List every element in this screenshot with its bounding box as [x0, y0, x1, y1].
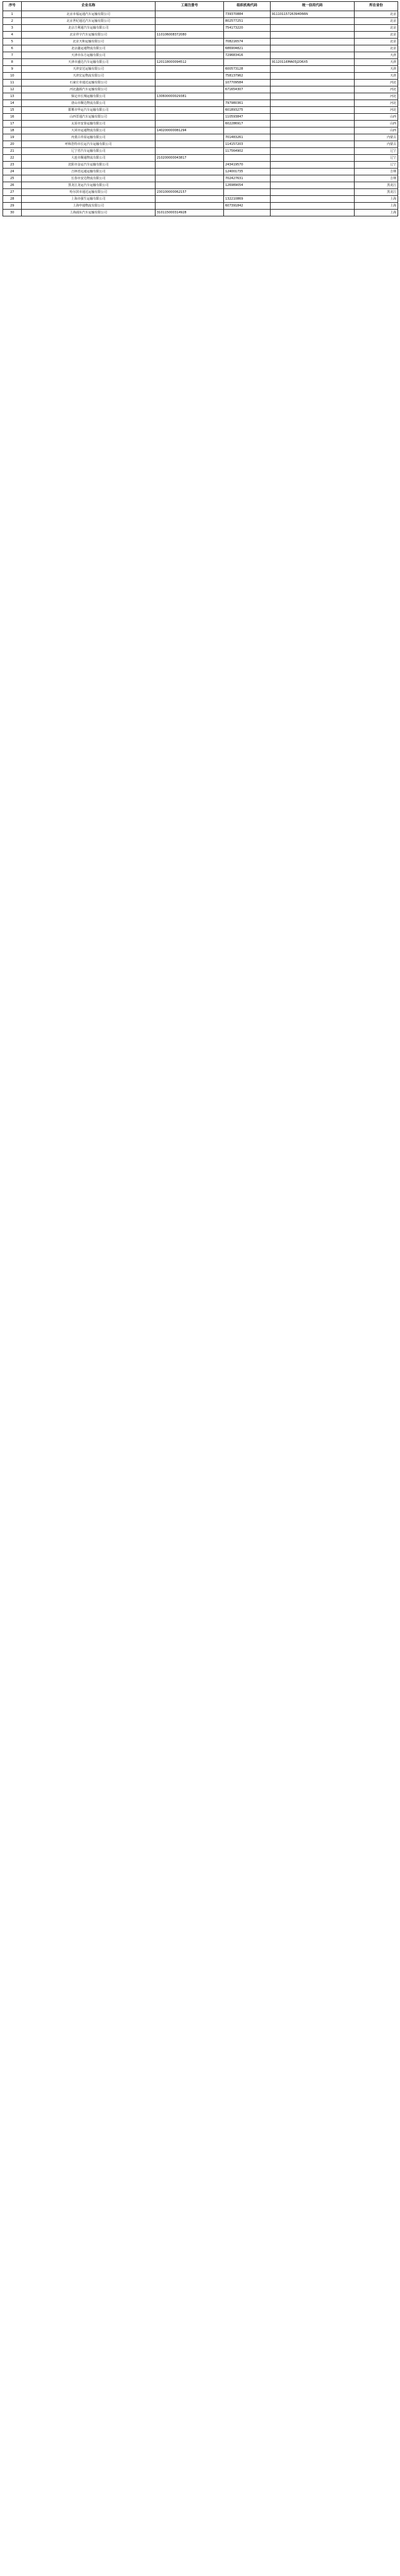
cell-org [224, 127, 271, 134]
table-row [3, 196, 398, 203]
cell-reg [156, 66, 224, 73]
cell-org: 607391842 [224, 203, 271, 210]
cell-prov: 北京 [355, 32, 398, 39]
table-row [3, 203, 398, 210]
cell-reg [156, 80, 224, 86]
cell-prov: 河北 [355, 86, 398, 93]
cell-no: 3 [3, 25, 22, 32]
cell-uscc: 91110115726394066N [271, 11, 355, 18]
cell-reg [156, 39, 224, 45]
cell-reg [156, 45, 224, 52]
table-row [3, 45, 398, 52]
cell-prov: 辽宁 [355, 155, 398, 162]
table-row [3, 134, 398, 141]
cell-no: 2 [3, 18, 22, 25]
cell-no: 9 [3, 66, 22, 73]
cell-name: 保定市长城运输有限公司 [22, 93, 156, 100]
cell-uscc [271, 189, 355, 196]
table-row [3, 18, 398, 25]
cell-uscc [271, 32, 355, 39]
cell-prov: 天津 [355, 59, 398, 66]
cell-prov: 黑龙江 [355, 189, 398, 196]
cell-reg: 130600000029381 [156, 93, 224, 100]
cell-name: 大同市运通物流有限公司 [22, 127, 156, 134]
cell-no: 1 [3, 11, 22, 18]
cell-reg [156, 121, 224, 127]
cell-org: 126989054 [224, 182, 271, 189]
cell-org [224, 93, 271, 100]
cell-name: 北京天和运输有限公司 [22, 39, 156, 45]
cell-uscc [271, 45, 355, 52]
cell-reg: 210200000043817 [156, 155, 224, 162]
table-row [3, 169, 398, 175]
cell-name: 天津市盛达汽车运输有限公司 [22, 59, 156, 66]
cell-no: 10 [3, 73, 22, 80]
cell-prov: 天津 [355, 66, 398, 73]
cell-uscc [271, 155, 355, 162]
table-row [3, 114, 398, 121]
cell-org: 702427631 [224, 175, 271, 182]
cell-org: 601893275 [224, 107, 271, 114]
cell-org: 758137962 [224, 73, 271, 80]
table-row [3, 39, 398, 45]
cell-uscc [271, 100, 355, 107]
cell-org: 600573128 [224, 66, 271, 73]
cell-reg: 140200000081294 [156, 127, 224, 134]
cell-reg: 120118000094512 [156, 59, 224, 66]
table-row [3, 107, 398, 114]
cell-name: 辽宁省汽车运输有限公司 [22, 148, 156, 155]
cell-reg: 310115000314928 [156, 210, 224, 216]
cell-no: 4 [3, 32, 22, 39]
cell-org [224, 59, 271, 66]
header-prov: 所在省份 [355, 2, 398, 11]
cell-org: 132210869 [224, 196, 271, 203]
cell-org: 686904821 [224, 45, 271, 52]
cell-no: 14 [3, 100, 22, 107]
cell-reg [156, 141, 224, 148]
cell-name: 上海申通物流有限公司 [22, 203, 156, 210]
table-row [3, 148, 398, 155]
cell-no: 17 [3, 121, 22, 127]
cell-no: 22 [3, 155, 22, 162]
cell-uscc [271, 93, 355, 100]
cell-org: 802577251 [224, 18, 271, 25]
table-row [3, 32, 398, 39]
cell-name: 哈尔滨市通达运输有限公司 [22, 189, 156, 196]
cell-org: 797980361 [224, 100, 271, 107]
cell-uscc [271, 162, 355, 169]
cell-name: 北京祥宇汽车运输有限公司 [22, 32, 156, 39]
cell-org: 243419570 [224, 162, 271, 169]
cell-no: 23 [3, 162, 22, 169]
cell-uscc [271, 18, 355, 25]
table-row [3, 127, 398, 134]
cell-prov: 吉林 [355, 169, 398, 175]
cell-no: 28 [3, 196, 22, 203]
cell-name: 北京鑫运通物流有限公司 [22, 45, 156, 52]
cell-uscc [271, 196, 355, 203]
cell-reg [156, 86, 224, 93]
cell-prov: 北京 [355, 11, 398, 18]
cell-name: 呼和浩特市长运汽车运输有限公司 [22, 141, 156, 148]
cell-name: 吉林省远通运输有限公司 [22, 169, 156, 175]
cell-org: 671654307 [224, 86, 271, 93]
header-no: 序号 [3, 2, 22, 11]
cell-no: 15 [3, 107, 22, 114]
cell-no: 21 [3, 148, 22, 155]
cell-reg [156, 175, 224, 182]
cell-org [224, 32, 271, 39]
cell-uscc [271, 127, 355, 134]
table-row [3, 11, 398, 18]
cell-uscc [271, 121, 355, 127]
cell-no: 11 [3, 80, 22, 86]
cell-name: 山西晋通汽车运输有限公司 [22, 114, 156, 121]
cell-uscc [271, 25, 355, 32]
cell-reg [156, 148, 224, 155]
cell-name: 唐山市顺达物流有限公司 [22, 100, 156, 107]
table-row [3, 155, 398, 162]
cell-prov: 上海 [355, 210, 398, 216]
cell-prov: 辽宁 [355, 162, 398, 169]
cell-no: 8 [3, 59, 22, 66]
cell-uscc [271, 114, 355, 121]
cell-name: 沈阳市金运汽车运输有限公司 [22, 162, 156, 169]
cell-prov: 河北 [355, 107, 398, 114]
cell-name: 天津安达运输有限公司 [22, 66, 156, 73]
cell-uscc [271, 169, 355, 175]
cell-org: 117564902 [224, 148, 271, 155]
cell-uscc [271, 148, 355, 155]
table-row [3, 66, 398, 73]
cell-reg [156, 11, 224, 18]
cell-prov: 内蒙古 [355, 134, 398, 141]
cell-no: 19 [3, 134, 22, 141]
cell-uscc [271, 80, 355, 86]
cell-no: 29 [3, 203, 22, 210]
enterprise-table [2, 1, 398, 216]
cell-uscc [271, 73, 355, 80]
cell-prov: 辽宁 [355, 148, 398, 155]
cell-uscc [271, 86, 355, 93]
cell-reg [156, 18, 224, 25]
cell-reg [156, 134, 224, 141]
table-row [3, 162, 398, 169]
cell-name: 内蒙古草原运输有限公司 [22, 134, 156, 141]
cell-prov: 上海 [355, 203, 398, 210]
table-row [3, 52, 398, 59]
cell-uscc [271, 203, 355, 210]
cell-reg [156, 107, 224, 114]
cell-uscc [271, 134, 355, 141]
cell-org: 124001735 [224, 169, 271, 175]
cell-prov: 北京 [355, 18, 398, 25]
cell-no: 18 [3, 127, 22, 134]
cell-prov: 山西 [355, 121, 398, 127]
cell-reg: 230100000062157 [156, 189, 224, 196]
cell-org: 107709584 [224, 80, 271, 86]
cell-reg [156, 162, 224, 169]
cell-reg [156, 196, 224, 203]
cell-uscc [271, 52, 355, 59]
cell-uscc [271, 182, 355, 189]
cell-prov: 山西 [355, 127, 398, 134]
header-reg: 工商注册号 [156, 2, 224, 11]
cell-name: 天津市东方运输有限公司 [22, 52, 156, 59]
cell-reg [156, 114, 224, 121]
table-row [3, 86, 398, 93]
cell-prov: 北京 [355, 45, 398, 52]
cell-no: 24 [3, 169, 22, 175]
cell-no: 13 [3, 93, 22, 100]
cell-no: 20 [3, 141, 22, 148]
cell-org [224, 155, 271, 162]
cell-uscc: 91120116MA05J2D6X5 [271, 59, 355, 66]
cell-uscc [271, 39, 355, 45]
cell-prov: 内蒙古 [355, 141, 398, 148]
table-row [3, 175, 398, 182]
cell-prov: 北京 [355, 25, 398, 32]
header-uscc: 统一信用代码 [271, 2, 355, 11]
cell-name: 北京世纪通达汽车运输有限公司 [22, 18, 156, 25]
table-row [3, 80, 398, 86]
cell-name: 河北鑫源汽车运输有限公司 [22, 86, 156, 93]
cell-no: 27 [3, 189, 22, 196]
table-row [3, 93, 398, 100]
cell-name: 北京市福运通汽车运输有限公司 [22, 11, 156, 18]
table-row [3, 141, 398, 148]
cell-reg: 110106008372080 [156, 32, 224, 39]
table-row [3, 100, 398, 107]
cell-prov: 上海 [355, 196, 398, 203]
cell-reg [156, 203, 224, 210]
cell-reg [156, 100, 224, 107]
cell-org: 739370884 [224, 11, 271, 18]
table-row [3, 59, 398, 66]
cell-name: 天津宏运物流有限公司 [22, 73, 156, 80]
cell-org: 602286917 [224, 121, 271, 127]
cell-org: 701483261 [224, 134, 271, 141]
cell-no: 16 [3, 114, 22, 121]
cell-name: 邯郸市华运汽车运输有限公司 [22, 107, 156, 114]
header-org: 组织机构代码 [224, 2, 271, 11]
cell-no: 30 [3, 210, 22, 216]
cell-uscc [271, 210, 355, 216]
cell-reg [156, 73, 224, 80]
cell-uscc [271, 175, 355, 182]
cell-reg [156, 25, 224, 32]
table-header-row [3, 2, 398, 11]
cell-org: 114157203 [224, 141, 271, 148]
cell-prov: 天津 [355, 52, 398, 59]
cell-org [224, 210, 271, 216]
cell-reg [156, 169, 224, 175]
cell-org: 708216574 [224, 39, 271, 45]
cell-prov: 吉林 [355, 175, 398, 182]
cell-name: 石家庄市通达运输有限公司 [22, 80, 156, 86]
cell-prov: 河北 [355, 80, 398, 86]
cell-org: 110593847 [224, 114, 271, 121]
header-name: 企业名称 [22, 2, 156, 11]
cell-no: 26 [3, 182, 22, 189]
cell-name: 黑龙江龙运汽车运输有限公司 [22, 182, 156, 189]
cell-prov: 河北 [355, 100, 398, 107]
table-row [3, 210, 398, 216]
table-row [3, 73, 398, 80]
cell-name: 北京吉利通汽车运输有限公司 [22, 25, 156, 32]
cell-prov: 天津 [355, 73, 398, 80]
cell-name: 大连市顺通物流有限公司 [22, 155, 156, 162]
cell-prov: 黑龙江 [355, 182, 398, 189]
cell-prov: 山西 [355, 114, 398, 121]
cell-no: 25 [3, 175, 22, 182]
cell-reg [156, 182, 224, 189]
table-row [3, 25, 398, 32]
cell-no: 6 [3, 45, 22, 52]
cell-org: 729683416 [224, 52, 271, 59]
cell-uscc [271, 66, 355, 73]
cell-reg [156, 52, 224, 59]
cell-org: 754173220 [224, 25, 271, 32]
cell-name: 太原市安泰运输有限公司 [22, 121, 156, 127]
table-row [3, 182, 398, 189]
cell-name: 上海市强生运输有限公司 [22, 196, 156, 203]
cell-uscc [271, 107, 355, 114]
table-row [3, 121, 398, 127]
cell-prov: 北京 [355, 39, 398, 45]
cell-name: 上海浦东汽车运输有限公司 [22, 210, 156, 216]
cell-uscc [271, 141, 355, 148]
cell-prov: 河北 [355, 93, 398, 100]
cell-no: 12 [3, 86, 22, 93]
cell-no: 5 [3, 39, 22, 45]
cell-no: 7 [3, 52, 22, 59]
table-row [3, 189, 398, 196]
cell-name: 长春市安达物流有限公司 [22, 175, 156, 182]
cell-org [224, 189, 271, 196]
